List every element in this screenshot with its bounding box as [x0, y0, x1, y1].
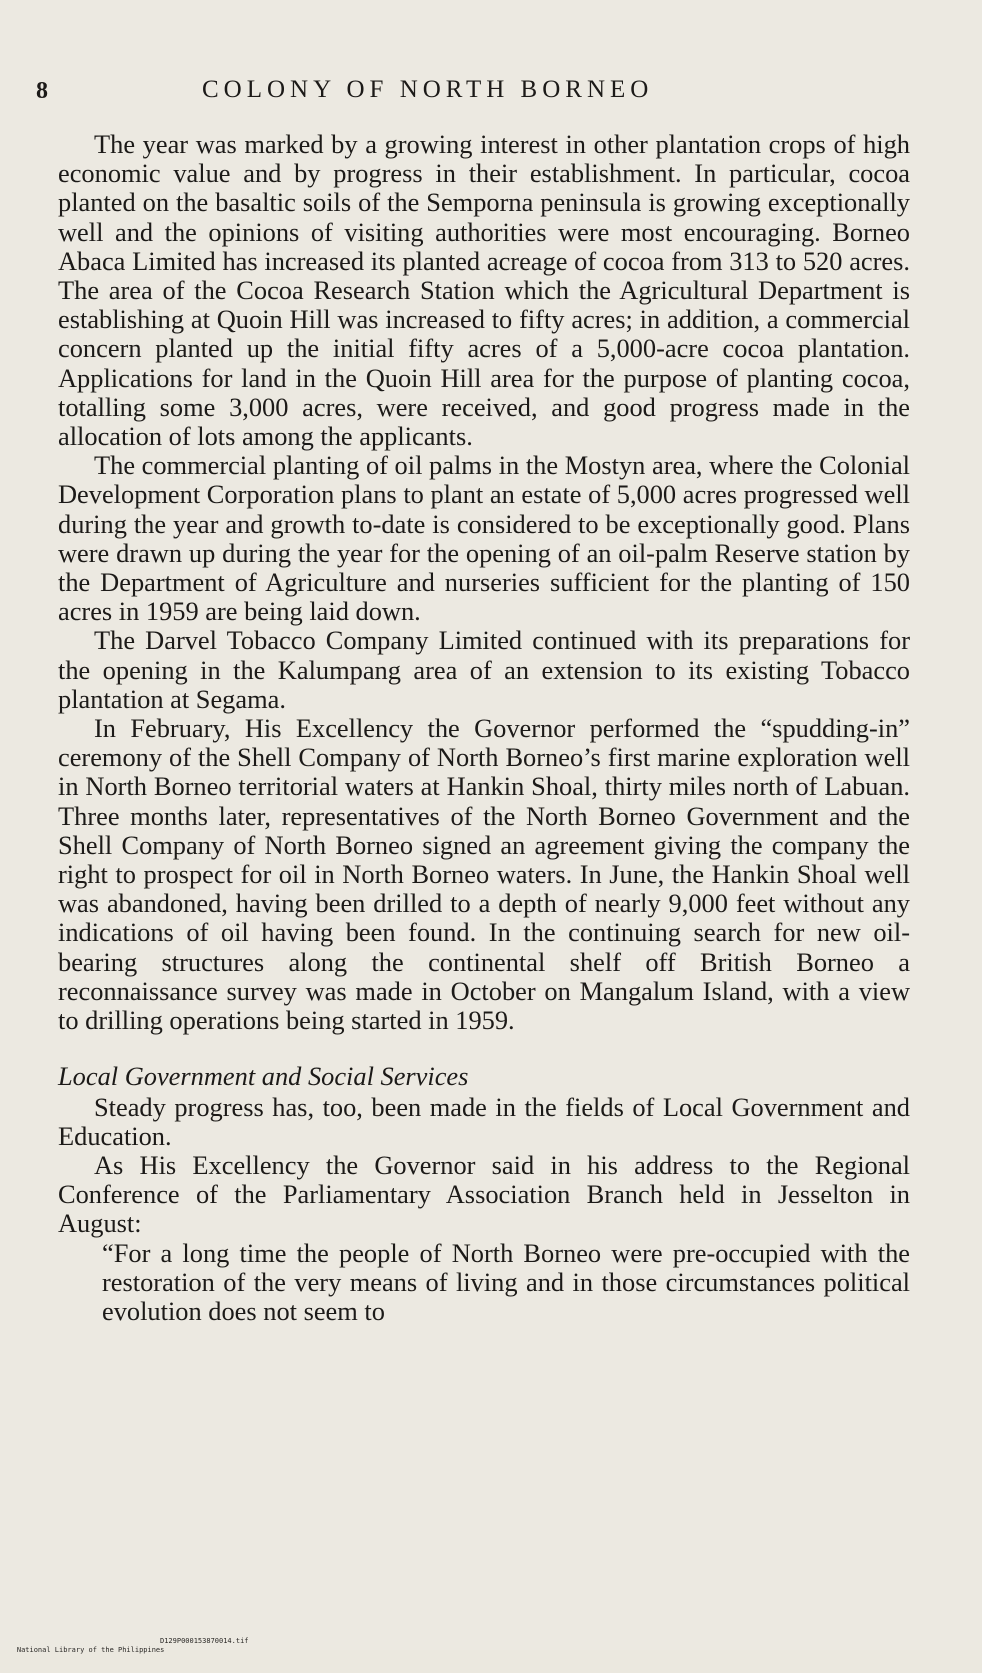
governor-quote: “For a long time the people of North Borneo were pre-occupied with the restoration of the very means of living and in those circumstances political evolution does not seem to — [102, 1237, 910, 1326]
file-reference: D129P000153870014.tif — [160, 1637, 249, 1645]
running-title: COLONY OF NORTH BORNEO — [202, 76, 654, 103]
paragraph-darvel-tobacco: The Darvel Tobacco Company Limited continued with its preparations for the opening in the Kalumpang area of an extension to its existing Tobacco plantation at Segama. — [58, 625, 910, 714]
scan-footer — [0, 1637, 249, 1673]
section-heading: Local Government and Social Services — [58, 1061, 469, 1092]
library-credit: National Library of the Philippines — [16, 1646, 165, 1654]
paragraph-plantation-crops: The year was marked by a growing interest in other plantation crops of high economic value and by progress in their establishment. In particular, cocoa planted on the basaltic soils of the Semporna peninsula is growing exceptionally well and the opinions of visiting authorities were most encouraging. Borneo Abaca Limited has increased its planted acreage of cocoa from 313 to 520 acres. The area of the Cocoa Research Station which the Agricultural Department is establishing at Quoin Hill was increased to fifty acres; in addition, a commercial concern planted up the initial fifty acres of a 5,000-acre cocoa plantation. Applications for land in the Quoin Hill area for the purpose of planting cocoa, totalling some 3,000 acres, were received, and good progress made in the allocation of lots among the applicants. — [58, 129, 910, 452]
paragraph-oil-palms: The commercial planting of oil palms in the Mostyn area, where the Colonial Development Corporation plans to plant an estate of 5,000 acres progressed well during the year and growth to-date is considered to be exceptionally good. Plans were drawn up during the year for the opening of an oil-palm Reserve station by the Department of Agriculture and nurseries sufficient for the planting of 150 acres in 1959 are being laid down. — [58, 450, 910, 627]
paragraph-oil-exploration: In February, His Excellency the Governor performed the “spudding-in” ceremony of the Shell Company of North Borneo’s first marine exploration well in North Borneo territorial waters at Hankin Shoal, thirty miles north of Labuan. Three months later, representatives of the North Borneo Government and the Shell Company of North Borneo signed an agreement giving the company the right to prospect for oil in North Borneo waters. In June, the Hankin Shoal well was abandoned, having been drilled to a depth of nearly 9,000 feet without any indications of oil having been found. In the continuing search for new oil-bearing structures along the continental shelf off British Borneo a reconnaissance survey was made in October on Mangalum Island, with a view to drilling operations being started in 1959. — [58, 713, 910, 1036]
running-head — [32, 72, 902, 112]
paragraph-local-government: Steady progress has, too, been made in the fields of Local Government and Education. — [58, 1091, 910, 1151]
body-text — [58, 130, 910, 1326]
paragraph-governor-address: As His Excellency the Governor said in his address to the Regional Conference of the Parliamentary Association Branch held in Jesselton in August: — [58, 1149, 910, 1239]
page-number: 8 — [36, 78, 49, 104]
